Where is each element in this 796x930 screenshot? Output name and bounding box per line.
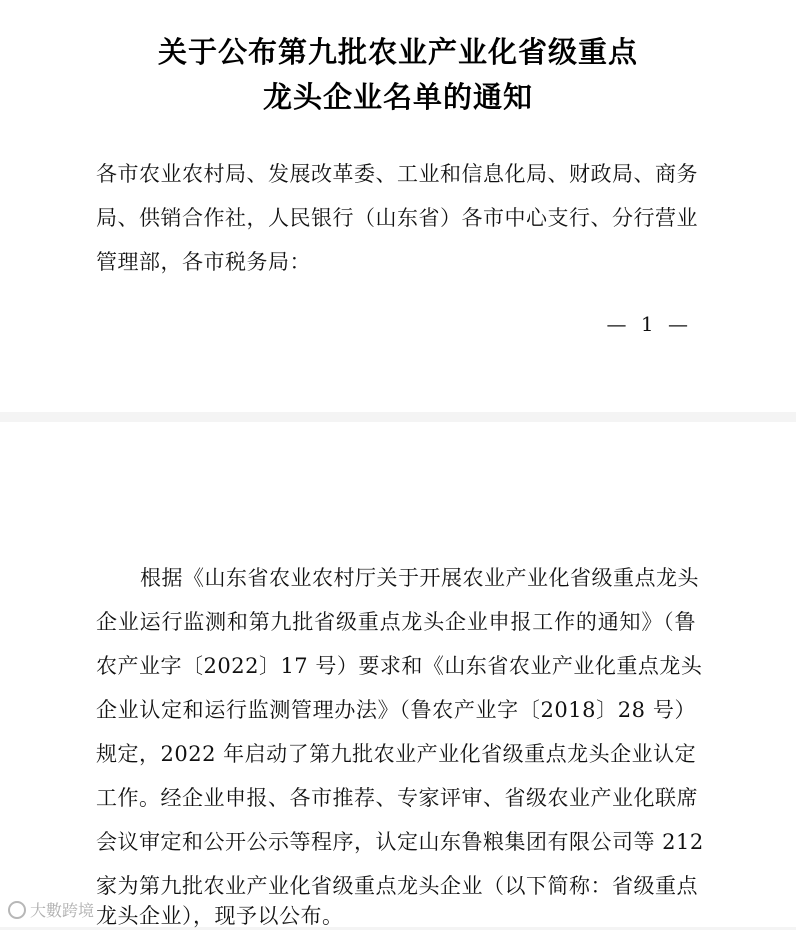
body-paragraph-line-3: 农产业字〔2022〕17 号）要求和《山东省农业产业化重点龙头 — [96, 654, 703, 678]
body-paragraph-line-7: 会议审定和公开公示等程序，认定山东鲁粮集团有限公司等 212 — [96, 830, 704, 854]
watermark — [8, 898, 94, 921]
brand-logo-icon — [8, 901, 26, 919]
body-paragraph-line-5: 规定，2022 年启动了第九批农业产业化省级重点龙头企业认定 — [96, 742, 697, 766]
document-title-line-2: 龙头企业名单的通知 — [262, 80, 533, 114]
recipients-line-1: 各市农业农村局、发展改革委、工业和信息化局、财政局、商务 — [96, 162, 698, 186]
document-page-2 — [0, 422, 796, 927]
body-paragraph-line-9: 龙头企业），现予以公布。 — [96, 904, 344, 928]
recipients-line-2: 局、供销合作社，人民银行（山东省）各市中心支行、分行营业 — [96, 206, 698, 230]
document-page-1 — [0, 0, 796, 412]
body-paragraph-line-4: 企业认定和运行监测管理办法》（鲁农产业字〔2018〕28 号） — [96, 698, 696, 722]
page-number: — 1 — — [606, 312, 692, 336]
body-paragraph-line-1: 根据《山东省农业农村厅关于开展农业产业化省级重点龙头 — [140, 566, 699, 590]
body-paragraph-line-8: 家为第九批农业产业化省级重点龙头企业（以下简称：省级重点 — [96, 874, 698, 898]
recipients-line-3: 管理部，各市税务局： — [96, 250, 311, 274]
document-title-line-1: 关于公布第九批农业产业化省级重点 — [157, 35, 638, 69]
watermark-text: 大數跨境 — [30, 901, 95, 920]
body-paragraph-line-6: 工作。经企业申报、各市推荐、专家评审、省级农业产业化联席 — [96, 786, 698, 810]
body-paragraph-line-2: 企业运行监测和第九批省级重点龙头企业申报工作的通知》（鲁 — [96, 610, 696, 634]
